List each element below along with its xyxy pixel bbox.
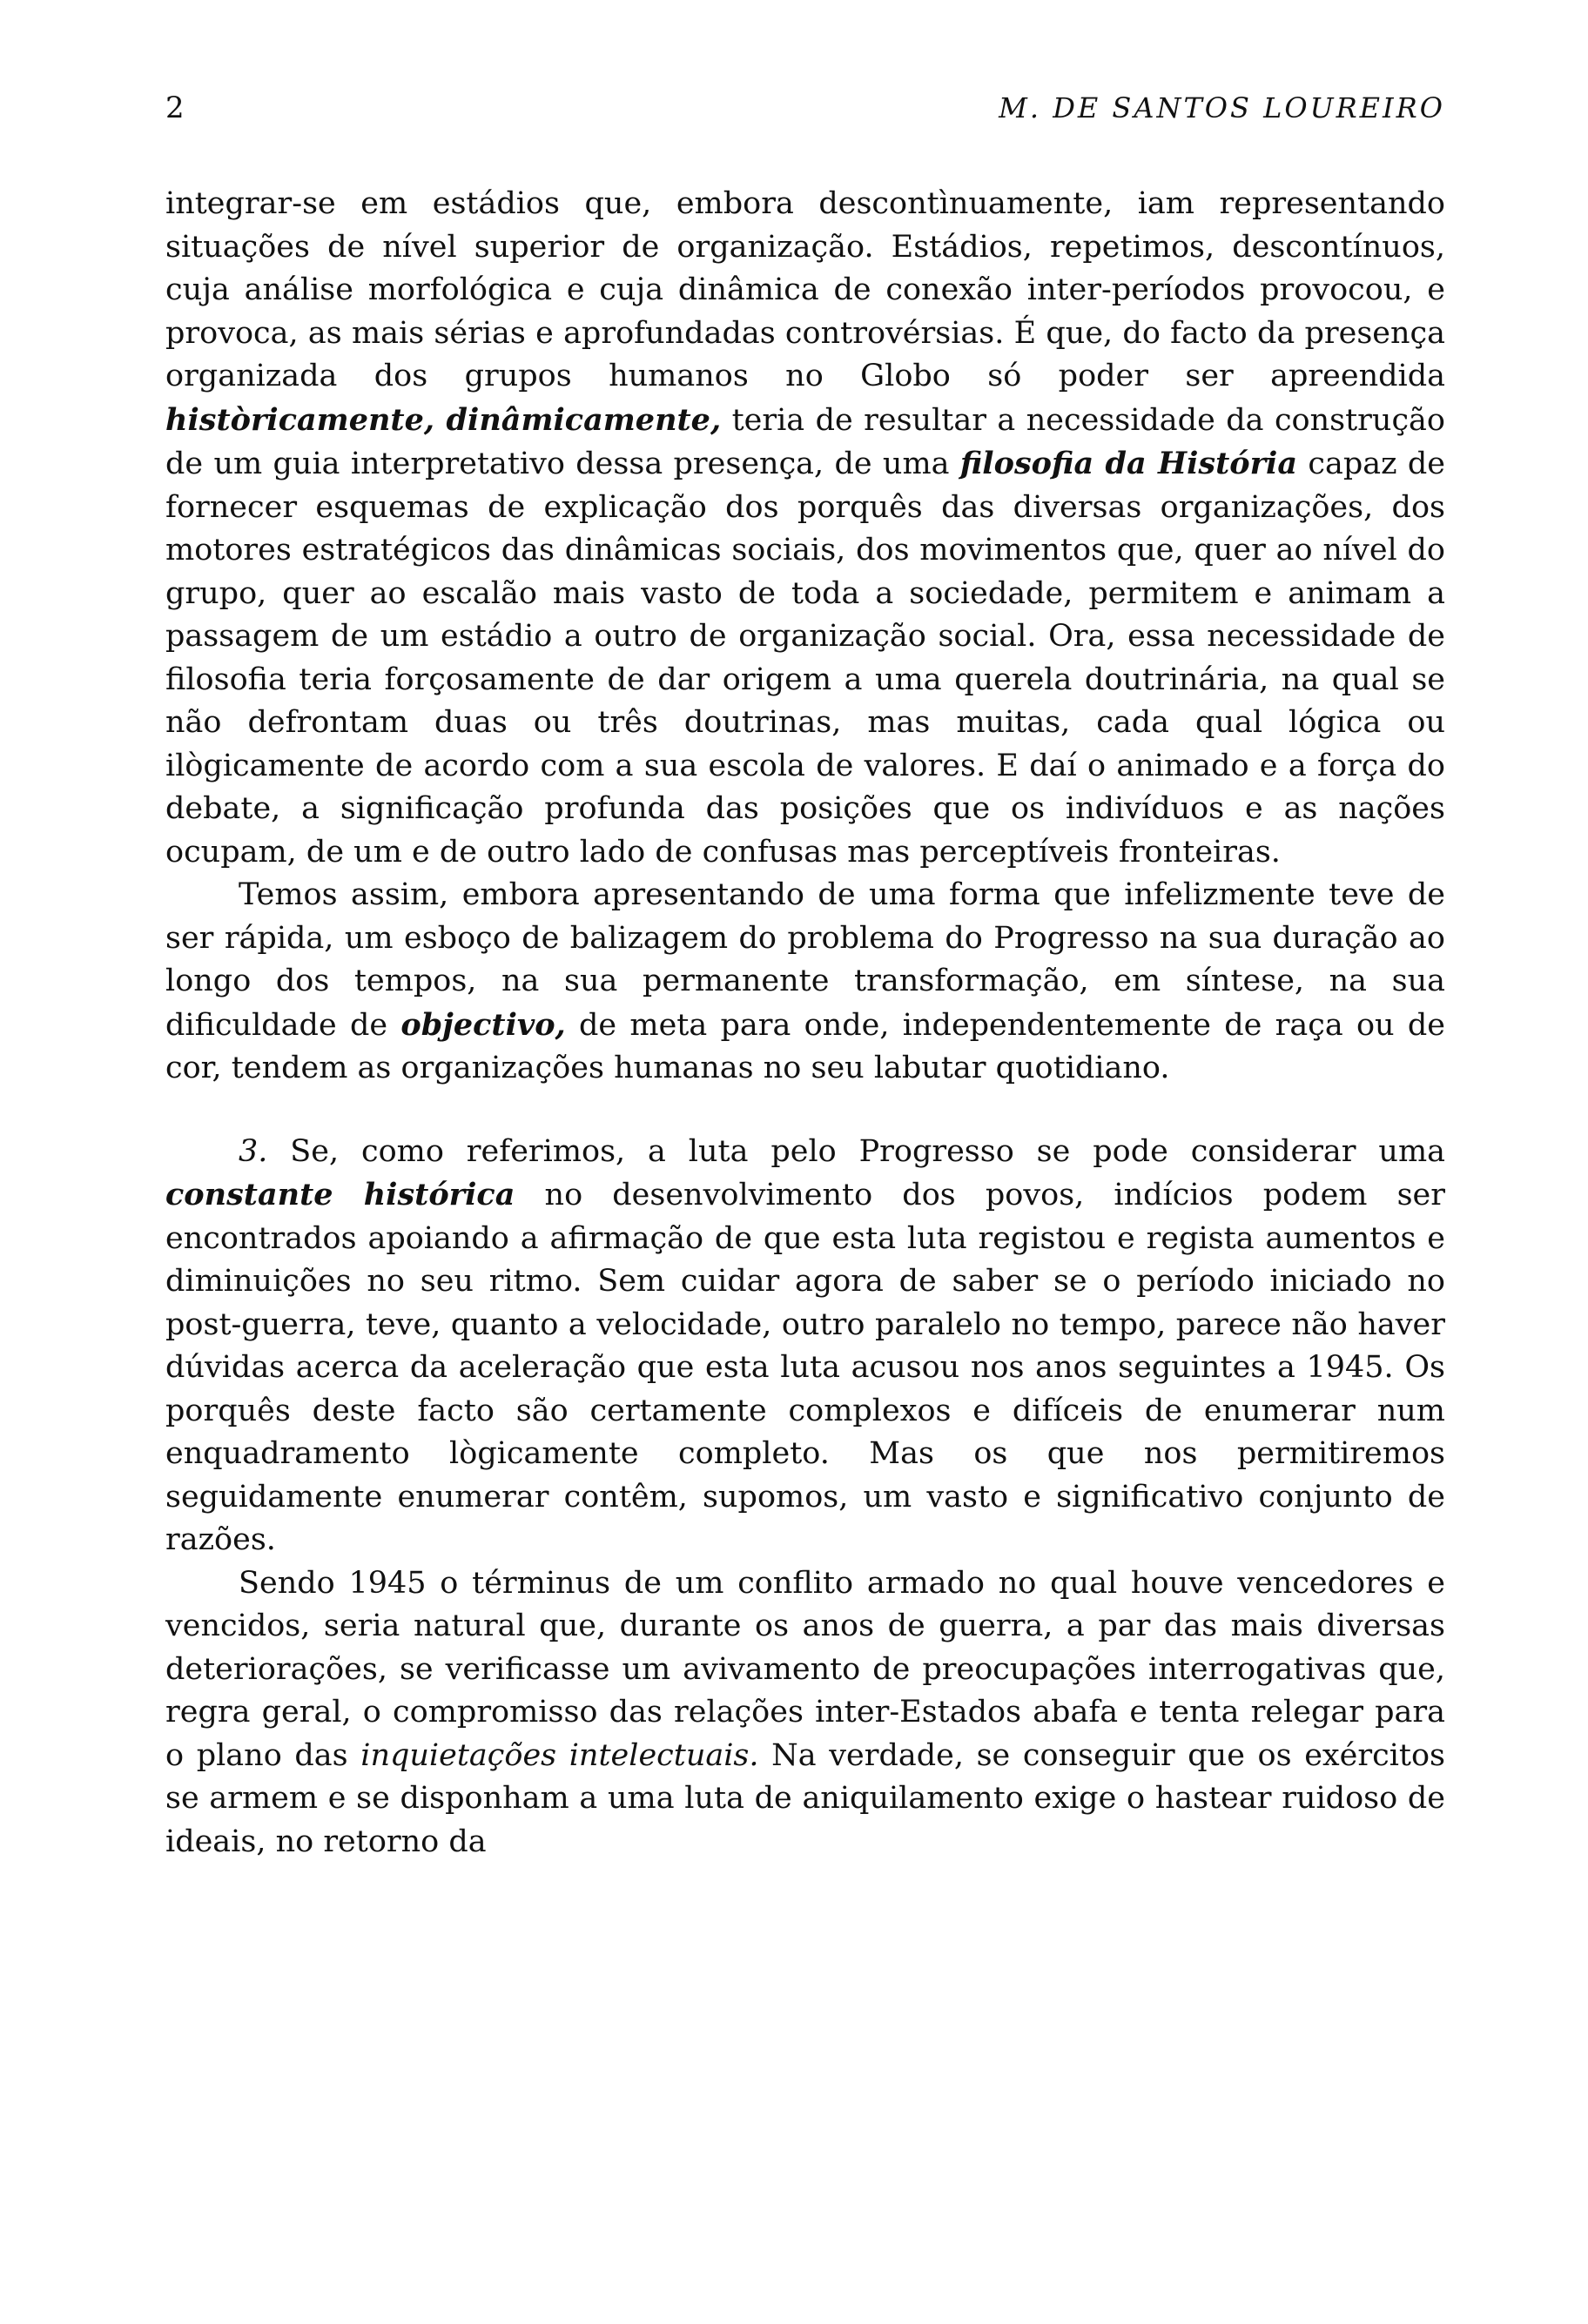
paragraph-text: teria de resultar a necessidade da construção de um guia interpretativo dessa presença, de uma	[165, 402, 1445, 481]
paragraph-2	[165, 874, 1445, 1091]
running-header	[165, 91, 1445, 125]
header-author: M. DE SANTOS LOUREIRO	[999, 91, 1445, 124]
emphasis-text: inquietações intelectuais.	[360, 1737, 759, 1773]
paragraph-text: integrar-se em estádios que, embora descontìnuamente, iam representando situações de nível superior de organização. Estádios, repetimos, descontínuos, cuja análise morfológica e cuja dinâmica de conexão inter-períodos provocou, e provoca, as mais sérias e aprofundadas controvérsias. É que, do facto da presença organizada dos grupos humanos no Globo só poder ser apreendida	[165, 186, 1445, 393]
paragraph-text: Sendo 1945 o términus de um conflito armado no qual houve vencedores e vencidos, seria natural que, durante os anos de guerra, a par das mais diversas deteriorações, se verificasse um avivamento de preocupações interrogativas que, regra geral, o compromisso das relações inter-Estados abafa e tenta relegar para o plano das	[165, 1565, 1445, 1773]
emphasis-text: filosofia da História	[959, 446, 1298, 481]
paragraph-text: no desenvolvimento dos povos, indícios podem ser encontrados apoiando a afirmação de que esta luta registou e regista aumentos e diminuições no seu ritmo. Sem cuidar agora de saber se o período iniciado no post-guerra, teve, quanto a velocidade, outro paralelo no tempo, parece não haver dúvidas acerca da aceleração que esta luta acusou nos anos seguintes a 1945. Os porquês deste facto são certamente complexos e difíceis de enumerar num enquadramento lògicamente completo. Mas os que nos permitiremos seguidamente enumerar contêm, supomos, um vasto e significativo conjunto de razões.	[165, 1178, 1445, 1557]
paragraph-text: Temos assim, embora apresentando de uma forma que infelizmente teve de ser rápida, um esboço de balizagem do problema do Progresso na sua duração ao longo dos tempos, na sua permanente transformação, em síntese, na sua dificuldade de	[165, 877, 1445, 1043]
paragraph-1	[165, 183, 1445, 874]
paragraph-text: capaz de fornecer esquemas de explicação dos porquês das diversas organizações, dos motores estratégicos das dinâmicas sociais, dos movimentos que, quer ao nível do grupo, quer ao escalão mais vasto de toda a sociedade, permitem e animam a passagem de um estádio a outro de organização social. Ora, essa necessidade de filosofia teria forçosamente de dar origem a uma querela doutrinária, na qual se não defrontam duas ou três doutrinas, mas muitas, cada qual lógica ou ilògicamente de acordo com a sua escola de valores. E daí o animado e a força do debate, a significação profunda das posições que os indivíduos e as nações ocupam, de um e de outro lado de confusas mas perceptíveis fronteiras.	[165, 447, 1445, 870]
body-text	[165, 183, 1445, 1864]
paragraph-text: de meta para onde, independentemente de raça ou de cor, tendem as organizações humanas no seu labutar quotidiano.	[165, 1007, 1445, 1085]
section-number: 3.	[239, 1133, 268, 1169]
emphasis-text: històricamente, dinâmicamente,	[165, 401, 722, 438]
page-number: 2	[165, 91, 185, 125]
paragraph-text: Se, como referimos, a luta pelo Progresso se pode considerar uma	[267, 1133, 1445, 1169]
emphasis-text: objectivo,	[400, 1006, 566, 1043]
paragraph-3	[165, 1131, 1445, 1562]
paragraph-4	[165, 1562, 1445, 1864]
emphasis-text: constante histórica	[165, 1177, 515, 1212]
paragraph-text: Na verdade, se conseguir que os exércitos se armem e se disponham a uma luta de aniquilamento exige o hastear ruidoso de ideais, no retorno da	[165, 1737, 1445, 1859]
